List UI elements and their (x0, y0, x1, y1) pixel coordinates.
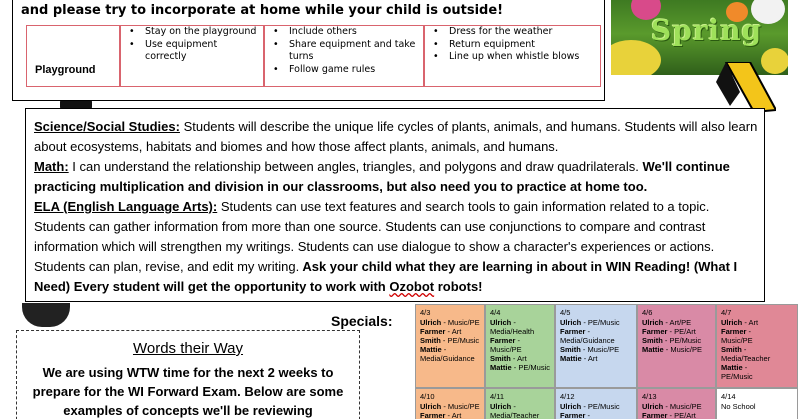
schedule-line (490, 363, 550, 372)
ozobot-word: Ozobot (389, 279, 435, 294)
schedule-line (560, 402, 632, 411)
teacher-name: Smith (420, 336, 441, 345)
ela-paragraph (34, 197, 762, 297)
teacher-name: Ulrich (490, 318, 512, 327)
specials-title: Specials: (331, 313, 393, 329)
list-item: • Return equipment (431, 39, 599, 52)
special-subject: - Music/PE (580, 345, 620, 354)
specials-schedule (413, 304, 798, 419)
teacher-name: Farmer (721, 327, 747, 336)
schedule-line (721, 327, 793, 336)
special-subject: Media/Guidance (420, 354, 475, 363)
list-item: • Include others (271, 26, 421, 39)
special-subject: - (585, 327, 591, 336)
science-description: Students will describe the unique life cycles of plants, animals, and humans. Students will also learn about ecosystems, habitats and biomes and how those affect plants, animals, and humans. (34, 119, 758, 154)
schedule-line (721, 372, 793, 381)
calendar-date: 4/14 (721, 392, 736, 401)
special-subject: - (742, 363, 748, 372)
schedule-line (560, 318, 632, 327)
special-subject: Music/PE (721, 336, 753, 345)
special-subject: PE/Music (721, 372, 753, 381)
schedule-line (420, 318, 480, 327)
math-heading: Math: (34, 159, 69, 174)
decorative-shape (22, 303, 70, 327)
words-their-way-title: Words their Way (132, 340, 244, 357)
calendar-date: 4/6 (642, 308, 653, 317)
list-item: • Share equipment and take turns (271, 39, 421, 64)
calendar-date: 4/4 (490, 308, 501, 317)
calendar-date: 4/12 (560, 392, 575, 401)
special-subject: - PE/Music (662, 336, 702, 345)
teacher-name: Mattie (642, 345, 664, 354)
schedule-line (420, 354, 480, 363)
teacher-name: Farmer (560, 411, 586, 419)
calendar-date: 4/10 (420, 392, 435, 401)
special-subject: - PE/Art (667, 411, 696, 419)
table-divider (263, 26, 265, 86)
words-their-way-box (16, 330, 360, 419)
calendar-date: 4/11 (490, 392, 505, 401)
special-subject: - Music/PE (441, 318, 480, 327)
schedule-line (642, 345, 711, 354)
math-note: We'll continue practicing multiplication and division in our classrooms, but also need you to practice at home too. (34, 159, 730, 194)
schedule-line (560, 354, 632, 363)
calendar-date: 4/3 (420, 308, 431, 317)
schedule-line (420, 411, 480, 419)
schedule-line (560, 411, 632, 419)
calendar-day-cell (555, 388, 637, 419)
schedule-line (490, 336, 550, 345)
teacher-name: Farmer (420, 411, 446, 419)
schedule-line (490, 402, 550, 411)
expectation-list-3 (431, 26, 599, 64)
playground-table (26, 25, 601, 87)
schedule-line (721, 402, 793, 411)
list-item: • Follow game rules (271, 64, 421, 77)
calendar-day-cell (415, 388, 485, 419)
special-subject: - (741, 345, 747, 354)
teacher-name: Smith (560, 345, 581, 354)
calendar-date: 4/13 (642, 392, 657, 401)
schedule-line (490, 345, 550, 354)
math-paragraph (34, 157, 762, 197)
table-divider (423, 26, 425, 86)
science-paragraph (34, 117, 762, 157)
intro-line: and please try to incorporate at home while your child is outside! (21, 3, 504, 18)
math-description: I can understand the relationship between angles, triangles, and polygons and draw quadrilaterals. (68, 159, 639, 174)
schedule-line (420, 345, 480, 354)
special-subject: - PE/Music (440, 336, 480, 345)
schedule-line (642, 318, 711, 327)
calendar-day-cell (637, 304, 716, 388)
calendar-day-cell (716, 388, 798, 419)
special-subject: - (441, 345, 447, 354)
win-reading-note: Ask your child what they are learning in about in WIN Reading! (What I Need) Every student will get the opportunity to work with (34, 259, 738, 294)
spring-word: Spring (651, 14, 763, 47)
list-item: • Stay on the playground (127, 26, 261, 39)
teacher-name: Farmer (420, 327, 446, 336)
special-subject: - Art (445, 411, 462, 419)
special-subject: - PE/Music (581, 402, 620, 411)
schedule-line (490, 318, 550, 327)
special-subject: Media/Guidance (560, 336, 615, 345)
special-subject: Music/PE (490, 345, 522, 354)
expectation-list-2 (271, 26, 421, 76)
curriculum-box (25, 108, 765, 302)
teacher-name: Farmer (560, 327, 586, 336)
schedule-line (490, 327, 550, 336)
schedule-line (721, 345, 793, 354)
teacher-name: Ulrich (560, 402, 582, 411)
teacher-name: Mattie (560, 354, 582, 363)
schedule-line (560, 327, 632, 336)
teacher-name: Smith (642, 336, 663, 345)
calendar-date: 4/7 (721, 308, 732, 317)
teacher-name: Smith (721, 345, 742, 354)
schedule-line (721, 363, 793, 372)
teacher-name: Ulrich (642, 318, 664, 327)
schedule-line (420, 402, 480, 411)
schedule-line (560, 336, 632, 345)
special-subject: - Art (445, 327, 462, 336)
special-subject: - Art (581, 354, 598, 363)
teacher-name: Ulrich (420, 318, 442, 327)
special-subject: - (515, 336, 521, 345)
schedule-line (490, 411, 550, 419)
schedule-line (420, 327, 480, 336)
schedule-line (642, 336, 711, 345)
ela-description: Students can use text features and search tools to gain information related to a topic. Students can gather information from more than one source. Students can use conjunctions to compare and contrast information which will strengthen my writings. Students can use dialogue to show a character's experiences or actions. Students can plan, revise, and edit my writing. (34, 199, 715, 274)
schedule-line (721, 354, 793, 363)
teacher-name: Ulrich (490, 402, 512, 411)
special-subject: - (511, 318, 516, 327)
special-subject: - Music/PE (663, 402, 702, 411)
calendar-date: 4/5 (560, 308, 571, 317)
schedule-line (642, 402, 711, 411)
teacher-name: Ulrich (721, 318, 743, 327)
special-subject: - Art/PE (663, 318, 692, 327)
special-subject: - Music/PE (441, 402, 480, 411)
calendar-day-cell (716, 304, 798, 388)
teacher-name: Smith (490, 354, 511, 363)
special-subject: Media/Teacher (721, 354, 771, 363)
calendar-day-cell (415, 304, 485, 388)
special-subject: - Art (510, 354, 527, 363)
schedule-line (642, 411, 711, 419)
calendar-day-cell (485, 304, 555, 388)
teacher-name: Mattie (721, 363, 743, 372)
teacher-name: Farmer (642, 411, 668, 419)
schedule-line (420, 336, 480, 345)
schedule-line (721, 318, 793, 327)
calendar-day-cell (637, 388, 716, 419)
words-their-way-body: We are using WTW time for the next 2 weeks to prepare for the WI Forward Exam. Below are some examples of concepts we'll be reviewing (32, 365, 344, 418)
schedule-line (490, 354, 550, 363)
special-subject: - (585, 411, 591, 419)
schedule-line (721, 336, 793, 345)
schedule-line (560, 345, 632, 354)
teacher-name: Ulrich (420, 402, 442, 411)
pencil-decoration (716, 62, 776, 112)
ela-heading: ELA (English Language Arts): (34, 199, 218, 214)
row-label: Playground (35, 64, 96, 76)
special-subject: - (511, 402, 516, 411)
special-subject: - (746, 327, 752, 336)
special-subject: - PE/Music (511, 363, 551, 372)
science-heading: Science/Social Studies: (34, 119, 180, 134)
special-subject: - Art (742, 318, 759, 327)
teacher-name: Mattie (420, 345, 442, 354)
calendar-day-cell (555, 304, 637, 388)
schedule-line (642, 327, 711, 336)
expectation-list-1 (127, 26, 261, 64)
special-subject: No School (721, 402, 756, 411)
teacher-name: Mattie (490, 363, 512, 372)
curriculum-text (34, 117, 762, 297)
list-item: • Line up when whistle blows (431, 51, 599, 64)
special-subject: - PE/Art (667, 327, 696, 336)
teacher-name: Farmer (642, 327, 668, 336)
win-reading-note-end: robots! (434, 279, 483, 294)
teacher-name: Ulrich (560, 318, 582, 327)
playground-expectations-box (12, 0, 605, 101)
teacher-name: Farmer (490, 336, 516, 345)
list-item: • Dress for the weather (431, 26, 599, 39)
special-subject: Media/Health (490, 327, 535, 336)
special-subject: - Music/PE (663, 345, 703, 354)
list-item: • Use equipment correctly (127, 39, 261, 64)
special-subject: - PE/Music (581, 318, 620, 327)
special-subject: Media/Teacher (490, 411, 540, 419)
teacher-name: Ulrich (642, 402, 664, 411)
table-divider (119, 26, 121, 86)
calendar-day-cell (485, 388, 555, 419)
